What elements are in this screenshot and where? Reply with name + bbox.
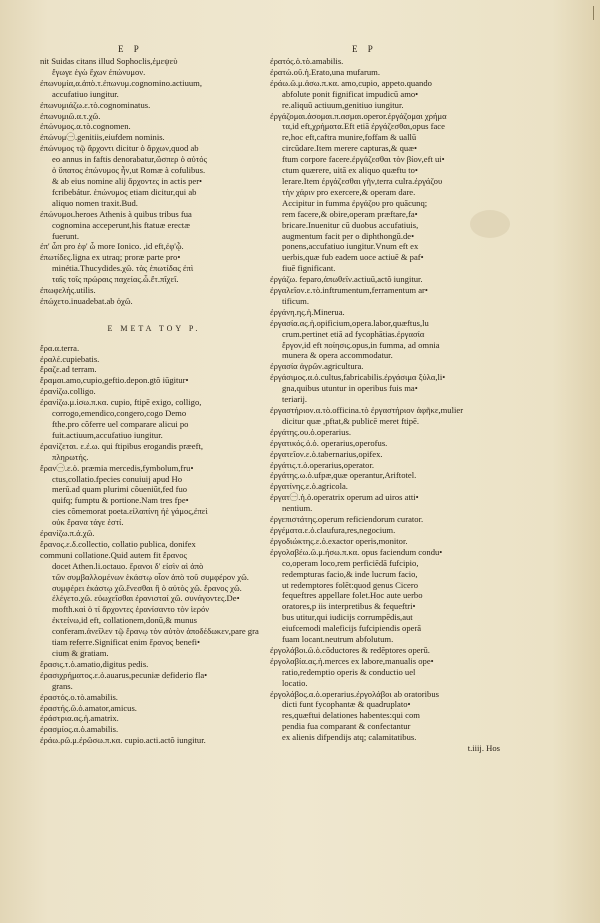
- entry-line: nentium.: [282, 503, 313, 514]
- entry-line: ἐπωνυμιάζω.ε.τὸ.cognominatus.: [40, 99, 151, 110]
- entry-line: ἐράστρια.ας.ἡ.amatrix.: [40, 713, 119, 724]
- entry-line: * ἐρανίζω.μ.ἰσω.π.κα. cupio, ftipē exigo, colligo,: [40, 397, 268, 408]
- entry-line: ἔραμαι.amo,cupio,geftio.depon.gtõ iūgitur•: [40, 375, 189, 386]
- entry-line: re.aliquū actiuum,genitiuo iungitur.: [282, 99, 404, 110]
- entry-line: abfolute ponit fignificat impudicū amo•: [282, 88, 419, 99]
- entry-line: aliquo nomen traxit.Bud.: [52, 197, 138, 208]
- entry-line: accufatiuo iungitur.: [52, 88, 119, 99]
- entry-line: ἐπωνυμία,α.ἀπὸ.τ.ἐπωνυμ.cognomino.actiuum,: [40, 77, 203, 88]
- entry-line: corrogo,emendico,congero,cogo Demo: [52, 408, 187, 419]
- entry-line: bus utitur,qui iudicijs corrumpēdis,aut: [282, 612, 413, 623]
- spacer: [40, 307, 268, 318]
- entry-line: fequeftres appellare folet.Hoc aute uerbo: [282, 590, 423, 601]
- entry-line: ἐργάτις.τ.ὁ.operarius,operator.: [270, 459, 374, 470]
- entry-line: * ἐπωφελής.utilis.: [40, 285, 268, 296]
- entry-line: * ἐργασία.ας.ἡ.opificium,opera.labor,quæftus,lu: [270, 318, 506, 329]
- entry-line: ἐργέματα.ε.ὁ.claufura,res,negocium.: [270, 524, 396, 535]
- entry-line: conferam.ἀνεῖλεν τῷ ἔρανῳ τὸν αὐτὸν ἀποδέδωκεν,pare gra: [52, 626, 259, 637]
- right-column: [270, 56, 506, 754]
- section-heading: E META TOY P.: [107, 323, 201, 333]
- entry-line: nit Suidas citans illud Sophoclis,ἐμεψεὺ: [40, 56, 178, 66]
- entry-line: ἐργολαβία.ας.ἡ.merces ex labore,manualis ope•: [270, 655, 434, 666]
- entry-line: ex alienis difpendijs atq; calamitatibus.: [282, 732, 417, 743]
- entry-line: tiam referre.Significat enim ἔρανος benefi•: [52, 637, 200, 648]
- entry-line: uerbis,quæ fub eadem uoce actiuē & paf•: [282, 252, 424, 263]
- entry-line: fthe.pro cõferre uel comparare alicui po: [52, 418, 189, 429]
- entry-line: * ἐράω.ῶ.μ.ἀσω.π.κα. amo,cupio, appeto.quando: [270, 78, 506, 89]
- entry-line: oratores,p iis interpretibus & fequeftri•: [282, 601, 416, 612]
- entry-line: ἐράω.ρῶ.μ.ἐρῶσω.π.κα. cupio.acti.actõ iungitur.: [40, 735, 206, 746]
- entry-line: οὐκ ἔρανα τάγε ἐστί.: [52, 517, 124, 528]
- entry-line: ἐραστός.ο.τὸ.amabilis.: [40, 691, 118, 702]
- entry-line: ἐρανίζεται. ε.ἐ.ω. qui ftipibus erogandis præeft,: [40, 440, 203, 451]
- entry-line: ponens,accufatiuo iungitur.Vnum eft ex: [282, 241, 419, 252]
- running-head-left: E P: [118, 44, 143, 54]
- entry-line: munera & opera accommodatur.: [282, 350, 393, 361]
- entry-line: rem facere,& obire,operam præftare,fa•: [282, 208, 418, 219]
- entry-line: * locatio.: [270, 678, 506, 689]
- entry-line: grans.: [52, 680, 73, 691]
- entry-line: * ἐργάτης.ου.ὁ.operarius.: [270, 427, 506, 438]
- entry-line: ἐργάνη.ης.ἡ.Minerua.: [270, 306, 345, 317]
- entry-line: ἐργαλεῖον.ε.τὸ.inftrumentum,ferramentum ar•: [270, 285, 428, 296]
- entry-line: eo annus in faftis denorabatur,ὥσπερ ὁ αὐτός: [52, 154, 207, 165]
- entry-line: * ἐργαστήριον.α.τὸ.officina.τὸ ἐργαστήριον ἀφῆκε,mulier: [270, 405, 506, 416]
- entry-line: ἔγωγε ἐγὼ ἔχων ἐπώνυμον.: [52, 66, 146, 77]
- entry-line: ἐραστής.ῶ.ὁ.amator,amicus.: [40, 702, 137, 713]
- entry-line: ἐπώχετο.inuadebat.ab ὀχῶ.: [40, 295, 133, 306]
- entry-line: ctum quærere, uitā ex aliquo quæftu to•: [282, 165, 418, 176]
- entry-line: ἐπωνυμιῶ.α.τ.χῶ.: [40, 110, 101, 121]
- entry-line: ἔρασις.τ.ὁ.amatio,digitus pedis.: [40, 658, 149, 669]
- entry-line: ἐπωτίδες.ligna ex utraq; proræ parte pro•: [40, 252, 181, 263]
- entry-line: docet Athen.li.octauo. ἔρανοι δ' εἰσὶν αἱ ἀπὸ: [52, 560, 204, 571]
- entry-line: ἔρανος.ε.δ.collectio, collatio publica, donifex: [40, 538, 196, 549]
- entry-line: teriarij.: [282, 394, 308, 405]
- entry-line: ἐρατώ.οῦ.ἡ.Erato,una mufarum.: [270, 66, 380, 77]
- page-edge-mark: [593, 6, 594, 20]
- entry-line: dicti funt fycophantæ & quadruplato•: [282, 699, 411, 710]
- entry-line: Accipitur in fumma ἐργάζου pro quācunq;: [282, 197, 428, 208]
- entry-line: ἔραν㊀.ε.ὁ. præmia mercedis,fymbolum,fru•: [40, 462, 194, 473]
- entry-line: quifq; fumptu & portione.Nam tres fpe•: [52, 495, 189, 506]
- entry-line: συμφέρει ἐκάστῳ χῶ.ἔνεσθαι ἢ ὁ αὐτὸς χῶ. ἔρανος χῶ.: [52, 582, 242, 593]
- entry-line: * ἐργεπιστάτης.operum reficiendorum curator.: [270, 514, 506, 525]
- entry-line: ἐραλέ.cupiebatis.: [40, 353, 100, 364]
- entry-line: ἐρασιχρήματος.ε.ὁ.auarus,pecuniæ defiderio fla•: [40, 669, 208, 680]
- entry-line: ἐργατεῖον.ε.ὁ.tabernarius,opifex.: [270, 448, 383, 459]
- signature-mark: t.iiij.: [467, 743, 484, 754]
- entry-line: ἐργατικός.ὀ.ὁ. operarius,operofus.: [270, 437, 388, 448]
- entry-line: augmentum facit per o diphthongū.de•: [282, 230, 415, 241]
- entry-line: * ἐπώνυμος τῷ ἄρχοντι dicitur ὁ ἄρχων,quod ab: [40, 143, 268, 154]
- entry-line: * ἐργολάβοι.ῶ.ὁ.cōductores & redēptores operū.: [270, 645, 506, 656]
- entry-line: mofth.καὶ ὁ τί ἄρχοντες ἐρανίσαντο τὸν ἱερόν: [52, 604, 210, 615]
- entry-line: eiufcemodi maleficijs fufcipiendis operā: [282, 623, 422, 634]
- entry-line: * communi collatione.Quid autem fit ἔρανος: [40, 550, 268, 561]
- entry-line: co,operam loco,rem perficiēdā fufcipio,: [282, 557, 419, 568]
- entry-line: pendia fua comparant & confectantur: [282, 721, 411, 732]
- entry-line: cium & gratiam.: [52, 648, 109, 659]
- catchword: Hos: [486, 743, 500, 754]
- entry-line: ἔραζε.ad terram.: [40, 364, 97, 375]
- entry-line: fuerunt.: [52, 230, 79, 241]
- entry-line: * ἐργολαβέω.ῶ.μ.ήσω.π.κα. opus faciendum condu•: [270, 547, 506, 558]
- entry-line: * ἐπ' ὧπ pro ἐφ' ὧ more Ionico. ,id eft,ἐφ'ᾧ.: [40, 241, 268, 252]
- entry-line: τα,id eft,χρήματα.Eft etiā ἐργάζεσθαι,opus face: [282, 121, 445, 132]
- entry-line: fiuē fignificant.: [282, 263, 336, 274]
- entry-line: ἐπώνυμοι.heroes Athenis à quibus tribus fua: [40, 208, 192, 219]
- entry-line: ὁ ὕπατος ἐπώνυμος ἦν,ut Romæ à cofulibus.: [52, 165, 206, 176]
- entry-line: res,quæftui delationes habentes:qui com: [282, 710, 420, 721]
- entry-line: ἐργατίνης.ε.ὁ.agricola.: [270, 481, 348, 492]
- entry-line: circūdare.Item merere capturas,& quæ•: [282, 143, 417, 154]
- entry-line: & ab eius nomine alij ἄρχοντες in actis per•: [52, 175, 203, 186]
- entry-line: tificum.: [282, 295, 309, 306]
- entry-line: ἔργον,id eft ποίησις.opus,in fumma, ad omnia: [282, 339, 440, 350]
- left-column: [40, 56, 268, 746]
- entry-line: * ἐργάτης.ω.ὁ.ufpæ,quæ operantur,Ariftotel.: [270, 470, 506, 481]
- entry-line: ἐργάζω. feparo,ἀπωθεῖν.actiuū,actõ iungitur.: [270, 274, 423, 285]
- entry-line: ἐλέγετο.χῶ. εὐωχεῖσθαι ἐρανισταί χῶ. συνάγοντες.De•: [52, 593, 240, 604]
- entry-line: cies cõmemorat poeta.εἰλαπίνη ἠὲ γάμος,ἐπεὶ: [52, 506, 208, 517]
- entry-line: * ἐπώνυμος.α.τὸ.cognomen.: [40, 121, 268, 132]
- entry-line: * ἐρανίζω.colligo.: [40, 386, 268, 397]
- entry-line: * ἐργάσιμος.α.ὁ.cultus,fabricabilis.ἐργάσιμα ξύλα,li•: [270, 372, 506, 383]
- signature-and-catchword: [270, 743, 506, 754]
- entry-line: ἐρατός.ὁ.τὸ.amabilis.: [270, 56, 344, 66]
- entry-line: πληρωτής.: [52, 451, 89, 462]
- entry-line: ἐπώνυμ㊀.genitiis,eiufdem nominis.: [40, 132, 165, 143]
- running-head-right: E P: [352, 44, 377, 54]
- entry-line: ἐργατ㊀.ἡ.ὁ.operatrix operum ad uiros atti•: [270, 492, 419, 503]
- entry-line: ἐργοδιώκτης.ε.ὁ.exactor operis,monitor.: [270, 535, 408, 546]
- entry-line: bricare.Inuenitur cū duobus accufatiuis,: [282, 219, 419, 230]
- entry-line: re,hoc eft,caftra munire,foffam & uallū: [282, 132, 417, 143]
- entry-line: lerare.Item ἐργάζεσθαι γῆν,terra culra.ἐργάζου: [282, 175, 443, 186]
- entry-line: fuam locant.neutrum abfolutum.: [282, 634, 394, 645]
- entry-line: τὴν χάριν pro exercere,& operam dare.: [282, 186, 416, 197]
- entry-line: * ἐργάζομαι.ἀσομαι.π.ασμαι.operor.ἐργάζομαι χρήμα: [270, 111, 506, 122]
- entry-line: ταῖς τοῖς πρώραις παχείας.ὧ.ἔτ.πῖχεῖ.: [52, 274, 179, 285]
- entry-line: minétia.Thucydides.χῶ. τὰς ἐπωτίδας ἐπὶ: [52, 263, 194, 274]
- entry-line: redempturas facio,& inde lucrum facio,: [282, 568, 418, 579]
- entry-line: fcribebátur. ἐπώνυμος etiam dicitur,qui ab: [52, 186, 197, 197]
- entry-line: fuit.actiuum,accufatiuo iungitur.: [52, 429, 163, 440]
- entry-line: gna,quibus utuntur in operibus fuis ma•: [282, 383, 418, 394]
- entry-line: * ἐργασία ἀγρῶν.agricultura.: [270, 361, 506, 372]
- entry-line: * ἐργολάβος.α.ὁ.operarius.ἐργολάβοι ab oratoribus: [270, 689, 506, 700]
- entry-line: ratio,redemptio operis & conductio uel: [282, 666, 416, 677]
- entry-line: merū.ad quam plurimi cõueniūt,fed fuo: [52, 484, 188, 495]
- entry-line: crum.pertinet etiā ad fycophātias.ἐργασία: [282, 328, 425, 339]
- entry-line: ut redemptores folēt:quod genus Cicero: [282, 579, 419, 590]
- entry-line: ἐρασμίος.α.ὁ.amabilis.: [40, 724, 119, 735]
- entry-line: ctus,collatio.fpecies conuiuij apud Ho: [52, 473, 183, 484]
- entry-line: τῶν συμβαλλομένων ἑκάστῳ οἷον ἀπὸ τοῦ συμφέρον χῶ.: [52, 571, 249, 582]
- entry-line: ἐκτείνω,id eft, collationem,donū,& munus: [52, 615, 198, 626]
- entry-line: ἔρα.α.terra.: [40, 342, 80, 353]
- entry-line: dicitur quæ ,pftat,& publicē meret ftipē.: [282, 415, 419, 426]
- entry-line: ftum corpore facere.ἐργάζεσθαι τὸν βίον,eft ui•: [282, 154, 445, 165]
- entry-line: ἐρανίζω.π.ἀ.χῶ.: [40, 528, 95, 539]
- entry-line: cognomina acceperunt,his ftatuæ erectæ: [52, 219, 190, 230]
